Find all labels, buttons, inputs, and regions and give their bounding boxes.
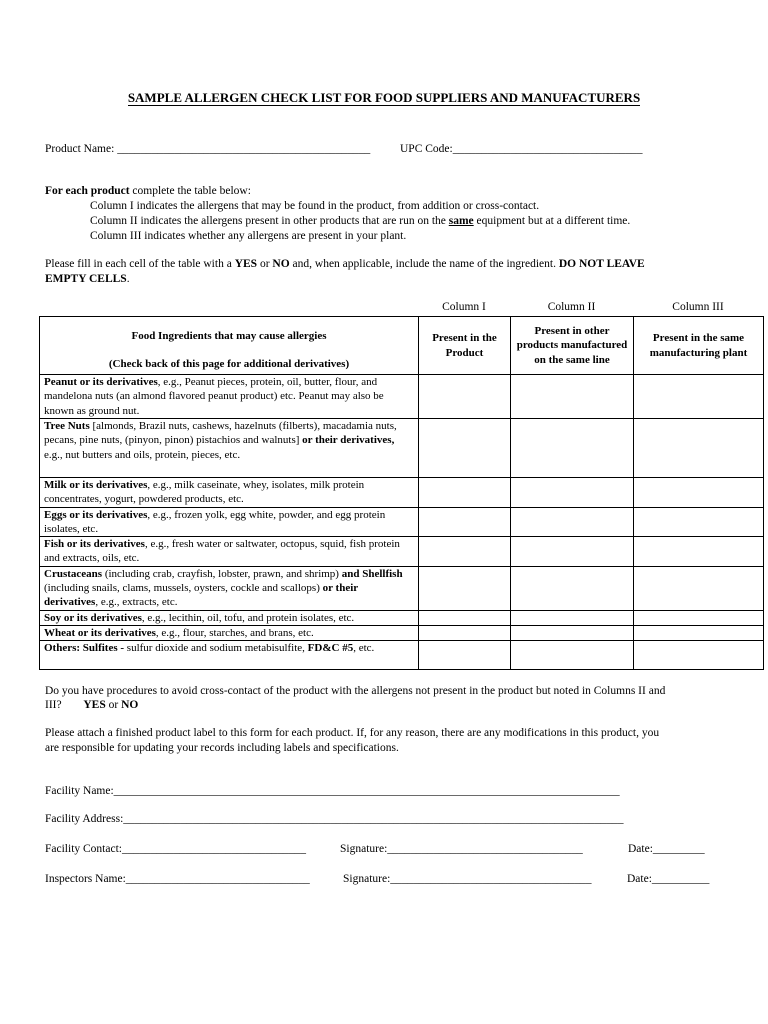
inspector-date-field[interactable]: __________ xyxy=(651,873,710,885)
row-others-col1-cell[interactable] xyxy=(419,641,511,670)
inspector-signature-field[interactable]: ___________________________________ xyxy=(390,873,592,885)
column-iii-label: Column III xyxy=(672,301,724,313)
column-2-description: Column II indicates the allergens present in other products that are run on the same equipment but at a different time. xyxy=(90,215,631,227)
row-milk-col2-cell[interactable] xyxy=(511,478,634,508)
inspectors-name-field[interactable]: ________________________________ xyxy=(125,873,310,885)
contact-signature-label: Signature: xyxy=(340,843,388,855)
table-row xyxy=(40,375,764,419)
row-milk-col3-cell[interactable] xyxy=(634,478,764,508)
instructions-intro: For each product complete the table below: xyxy=(45,185,251,197)
header-present-in-product: Present in the Product xyxy=(419,317,511,375)
facility-address-field[interactable]: _______________________________________________________________________________________ xyxy=(123,813,624,825)
product-line xyxy=(45,142,370,157)
row-others-col2-cell[interactable] xyxy=(511,641,634,670)
row-fish-col1-cell[interactable] xyxy=(419,537,511,567)
table-row xyxy=(40,626,764,641)
facility-contact-line xyxy=(45,842,306,857)
table-row xyxy=(40,610,764,625)
facility-name-field[interactable]: ________________________________________________________________________________________ xyxy=(113,785,620,797)
row-soy-col1-cell[interactable] xyxy=(419,610,511,625)
inspector-signature-label: Signature: xyxy=(343,873,391,885)
inspector-date-line xyxy=(627,872,709,887)
no-option[interactable]: NO xyxy=(121,699,139,711)
row-soy-col3-cell[interactable] xyxy=(634,610,764,625)
table-row xyxy=(40,419,764,478)
header-food-ingredients: Food Ingredients that may cause allergies (Check back of this page for additional derivatives) xyxy=(40,317,419,375)
row-milk-col1-cell[interactable] xyxy=(419,478,511,508)
fill-instructions-line-2: EMPTY CELLS. xyxy=(45,273,130,285)
row-peanut-col2-cell[interactable] xyxy=(511,375,634,419)
row-wheat-col2-cell[interactable] xyxy=(511,626,634,641)
row-soy-label: Soy or its derivatives, e.g., lecithin, oil, tofu, and protein isolates, etc. xyxy=(40,610,419,625)
header-present-same-line: Present in other products manufactured on the same line xyxy=(511,317,634,375)
table-row xyxy=(40,478,764,508)
row-eggs-col1-cell[interactable] xyxy=(419,507,511,537)
contact-date-label: Date: xyxy=(628,843,653,855)
row-fish-col3-cell[interactable] xyxy=(634,537,764,567)
row-soy-col2-cell[interactable] xyxy=(511,610,634,625)
table-row xyxy=(40,537,764,567)
row-eggs-col3-cell[interactable] xyxy=(634,507,764,537)
row-wheat-label: Wheat or its derivatives, e.g., flour, starches, and brans, etc. xyxy=(40,626,419,641)
row-tree-nuts-col1-cell[interactable] xyxy=(419,419,511,478)
column-i-label: Column I xyxy=(442,301,486,313)
row-peanut-col3-cell[interactable] xyxy=(634,375,764,419)
attach-label-line-1: Please attach a finished product label to this form for each product. If, for any reason, there are any modifications in this product, you xyxy=(45,727,660,739)
allergen-table xyxy=(39,316,764,670)
row-milk-label: Milk or its derivatives, e.g., milk caseinate, whey, isolates, milk protein concentrates, yogurt, powdered products, etc. xyxy=(40,478,419,508)
facility-contact-label: Facility Contact: xyxy=(45,843,122,855)
product-name-label: Product Name: xyxy=(45,143,115,155)
inspector-date-label: Date: xyxy=(627,873,652,885)
column-3-description: Column III indicates whether any allergens are present in your plant. xyxy=(90,230,407,242)
page-title: SAMPLE ALLERGEN CHECK LIST FOR FOOD SUPPLIERS AND MANUFACTURERS xyxy=(127,90,641,105)
facility-name-line xyxy=(45,784,620,799)
table-header-row xyxy=(40,317,764,375)
column-ii-label: Column II xyxy=(547,301,596,313)
cross-contact-question-line-1: Do you have procedures to avoid cross-contact of the product with the allergens not present in the product but noted in Columns II and xyxy=(45,685,666,697)
upc-code-label: UPC Code: xyxy=(400,143,453,155)
header-present-same-plant: Present in the same manufacturing plant xyxy=(634,317,764,375)
row-crustaceans-label: Crustaceans (including crab, crayfish, lobster, prawn, and shrimp) and Shellfish (including snails, clams, mussels, oysters, cockle and scallops) or their derivatives, e.g., extracts, etc. xyxy=(40,566,419,610)
facility-address-label: Facility Address: xyxy=(45,813,124,825)
row-fish-label: Fish or its derivatives, e.g., fresh water or saltwater, octopus, squid, fish protein and extracts, oils, etc. xyxy=(40,537,419,567)
row-peanut-label: Peanut or its derivatives, e.g., Peanut pieces, protein, oil, butter, flour, and mandelona nuts (an almond flavored peanut product) etc. Peanut may also be known as ground nut. xyxy=(40,375,419,419)
row-eggs-col2-cell[interactable] xyxy=(511,507,634,537)
table-row xyxy=(40,566,764,610)
column-1-description: Column I indicates the allergens that may be found in the product, from addition or cross-contact. xyxy=(90,200,540,212)
attach-label-line-2: are responsible for updating your records including labels and specifications. xyxy=(45,742,399,754)
upc-code-field[interactable]: _________________________________ xyxy=(452,143,643,155)
row-others-label: Others: Sulfites - sulfur dioxide and sodium metabisulfite, FD&C #5, etc. xyxy=(40,641,419,670)
yes-option[interactable]: YES xyxy=(83,699,106,711)
row-wheat-col3-cell[interactable] xyxy=(634,626,764,641)
cross-contact-question-line-2: III? YES or NO xyxy=(45,699,139,711)
table-row xyxy=(40,641,764,670)
row-fish-col2-cell[interactable] xyxy=(511,537,634,567)
contact-date-line xyxy=(628,842,705,857)
facility-contact-field[interactable]: ________________________________ xyxy=(121,843,306,855)
row-tree-nuts-col2-cell[interactable] xyxy=(511,419,634,478)
product-name-field[interactable]: ____________________________________________ xyxy=(117,143,371,155)
upc-line xyxy=(400,142,642,157)
inspectors-name-line xyxy=(45,872,310,887)
row-tree-nuts-label: Tree Nuts [almonds, Brazil nuts, cashews, hazelnuts (filberts), macadamia nuts, pecans, pine nuts, (pinyon, pinon) pistachios and walnuts] or their derivatives, e.g., nut butters and oils, protein, pieces, etc. xyxy=(40,419,419,478)
row-wheat-col1-cell[interactable] xyxy=(419,626,511,641)
contact-date-field[interactable]: _________ xyxy=(652,843,705,855)
row-crustaceans-col3-cell[interactable] xyxy=(634,566,764,610)
row-tree-nuts-col3-cell[interactable] xyxy=(634,419,764,478)
inspectors-name-label: Inspectors Name: xyxy=(45,873,126,885)
facility-name-label: Facility Name: xyxy=(45,785,114,797)
facility-address-line xyxy=(45,812,624,827)
row-crustaceans-col2-cell[interactable] xyxy=(511,566,634,610)
row-crustaceans-col1-cell[interactable] xyxy=(419,566,511,610)
contact-signature-line xyxy=(340,842,583,857)
row-others-col3-cell[interactable] xyxy=(634,641,764,670)
row-peanut-col1-cell[interactable] xyxy=(419,375,511,419)
fill-instructions-line-1: Please fill in each cell of the table with a YES or NO and, when applicable, include the name of the ingredient. DO NOT LEAVE xyxy=(45,258,645,270)
row-eggs-label: Eggs or its derivatives, e.g., frozen yolk, egg white, powder, and egg protein isolates, etc. xyxy=(40,507,419,537)
table-row xyxy=(40,507,764,537)
inspector-signature-line xyxy=(343,872,592,887)
contact-signature-field[interactable]: __________________________________ xyxy=(387,843,583,855)
